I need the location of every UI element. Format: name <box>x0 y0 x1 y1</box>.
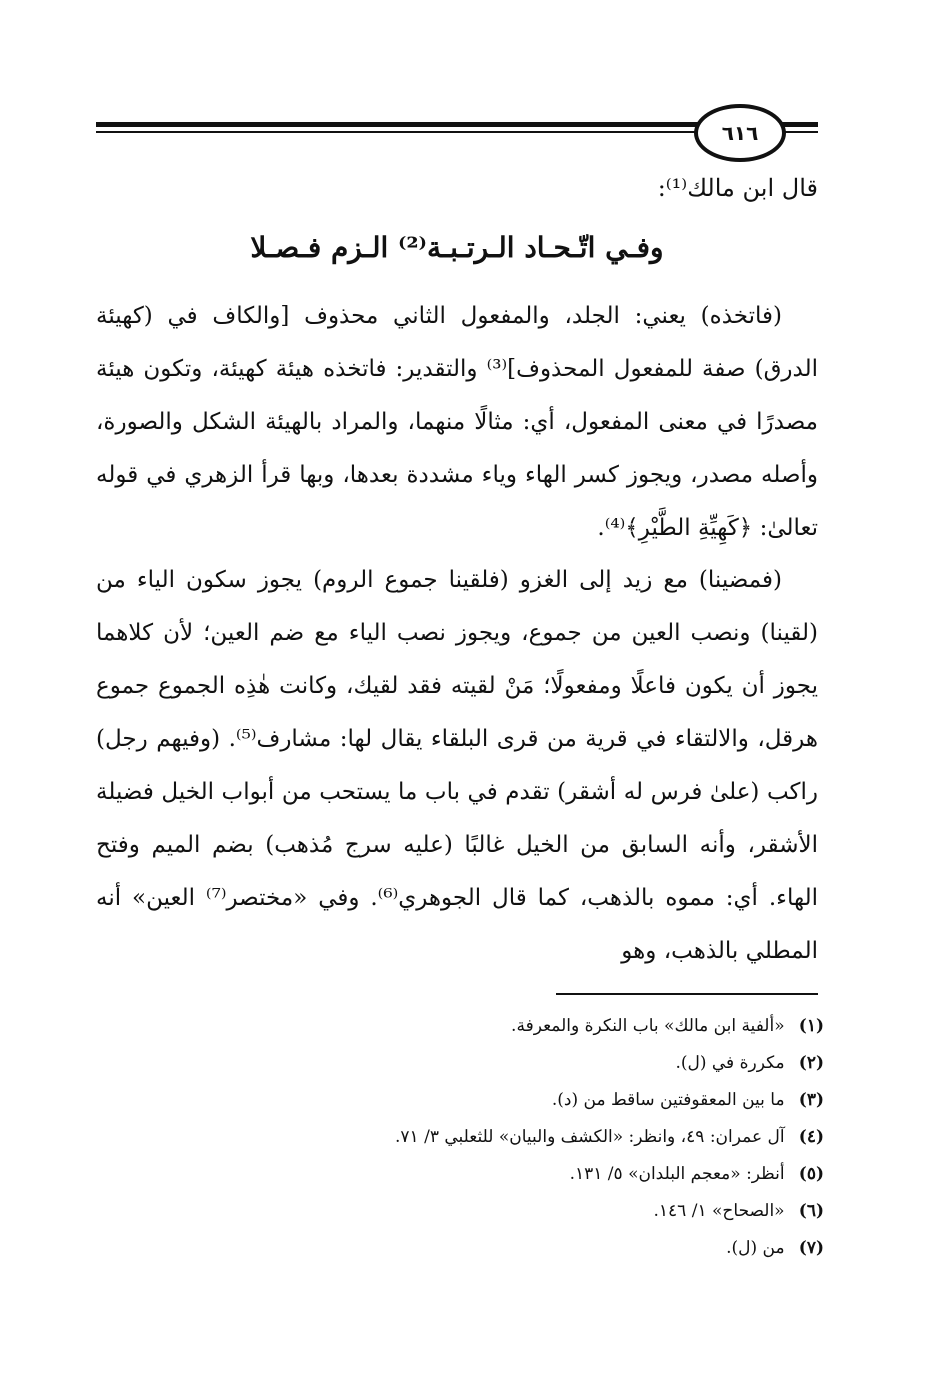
footnote-text: «الصحاح» ١/ ١٤٦. <box>653 1201 785 1221</box>
paragraph-2-text: (فمضينا) مع زيد إلى الغزو (فلقينا جموع الروم) يجوز سكون الياء من (لقينا) ونصب العين من جموع، ويجوز نصب الياء مع ضم العين؛ لأن كلاهما يجوز أن يكون فاعلًا ومفعولًا؛ مَنْ لقيته فقد لقيك، وكانت هٰذِه الجموع جموع هرقل، والالتقاء في قرية من قرى البلقاء يقال لها: مشارف⁽⁵⁾. (وفيهم رجل) راكب (علىٰ فرس له أشقر) تقدم في باب ما يستحب من أبواب الخيل فضيلة الأشقر، وأنه السابق من الخيل غالبًا (عليه سرج مُذهب) بضم الميم وفتح الهاء. أي: مموه بالذهب، كما قال الجوهري⁽⁶⁾. وفي «مختصر⁽⁷⁾ العين» أنه المطلي بالذهب، وهو <box>96 567 818 964</box>
footnote-text: من (ل). <box>726 1238 785 1258</box>
footnote-number: (٢) <box>798 1053 824 1073</box>
footnote-item <box>224 1045 824 1082</box>
footnote-item <box>224 1230 824 1267</box>
footnote-text: ما بين المعقوفتين ساقط من (د). <box>551 1090 785 1110</box>
footnote-text: «ألفية ابن مالك» باب النكرة والمعرفة. <box>511 1016 785 1036</box>
footnote-text: آل عمران: ٤٩، وانظر: «الكشف والبيان» للثعلبي ٣/ ٧١. <box>395 1127 785 1147</box>
footnote-number: (٦) <box>798 1201 824 1221</box>
footnote-number: (٤) <box>798 1127 824 1147</box>
footnote-number: (٥) <box>798 1164 824 1184</box>
footnote-item <box>224 1008 824 1045</box>
paragraph-1-text: (فاتخذه) يعني: الجلد، والمفعول الثاني محذوف [والكاف في (كهيئة الدرق) صفة للمفعول المحذوف]⁽³⁾ والتقدير: فاتخذه هيئة كهيئة، وتكون هيئة مصدرًا في معنى المفعول، أي: مثالًا منهما، والمراد بالهيئة الشكل والصورة، وأصله مصدر، ويجوز كسر الهاء وياء مشددة بعدها، وبها قرأ الزهري في قوله تعالىٰ: ﴿كَهِيِّةِ الطَّيْرِ﴾⁽⁴⁾. <box>96 303 818 541</box>
footnote-number: (٧) <box>798 1238 824 1258</box>
paragraph-2 <box>96 554 818 978</box>
footnotes-list <box>224 1008 824 1267</box>
footnote-number: (١) <box>798 1016 824 1036</box>
intro-line: قال ابن مالك⁽¹⁾: <box>657 174 818 202</box>
footnote-text: أنظر: «معجم البلدان» ٥/ ١٣١. <box>569 1164 785 1184</box>
page-number-badge: ٦١٦ <box>694 104 786 162</box>
footnote-number: (٣) <box>798 1090 824 1110</box>
paragraph-1 <box>96 290 818 555</box>
footnote-text: مكررة في (ل). <box>675 1053 785 1073</box>
footnote-separator <box>556 993 818 995</box>
footnote-item <box>224 1156 824 1193</box>
footnote-item <box>224 1119 824 1156</box>
verse-line: وفـي اتّـحـاد الـرتـبـة⁽²⁾ الـزم فـصـلا <box>250 231 664 264</box>
footnote-item <box>224 1193 824 1230</box>
footnote-item <box>224 1082 824 1119</box>
